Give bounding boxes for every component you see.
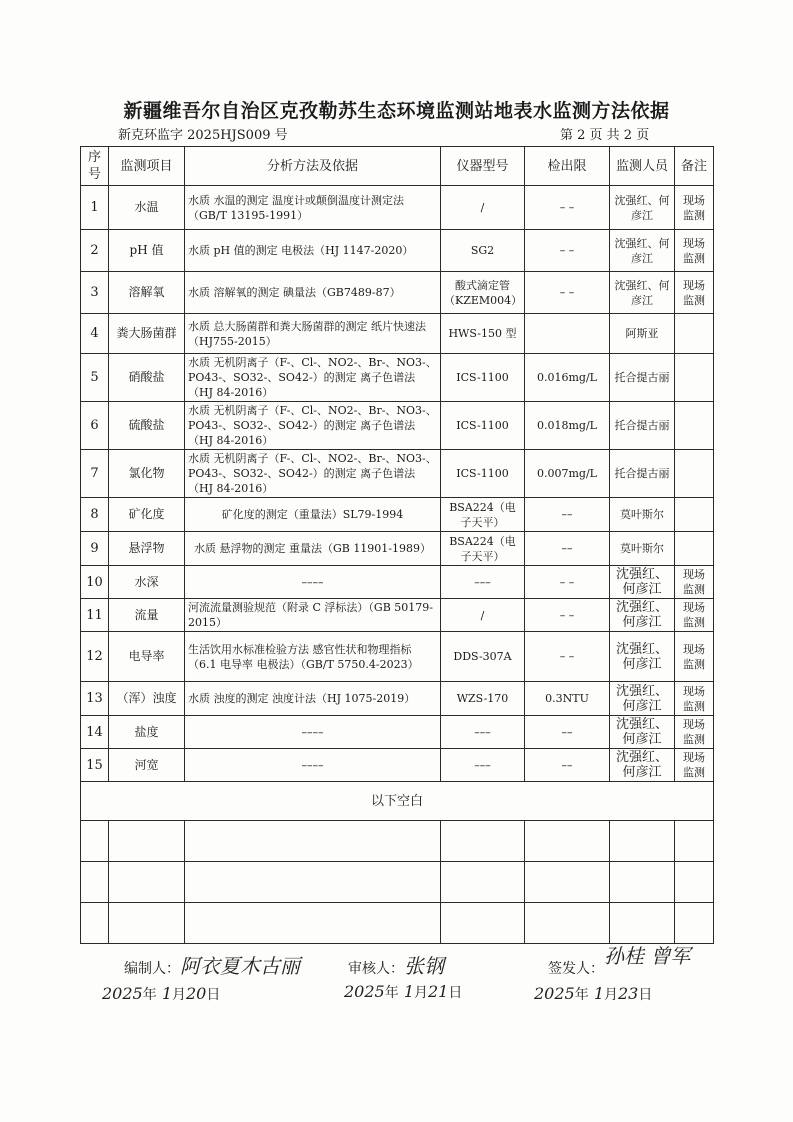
row-person: 沈强红、何彦江 <box>610 566 675 599</box>
row-seq: 11 <box>81 599 109 632</box>
column-header-seq: 序号 <box>81 147 109 186</box>
row-limit: –– <box>525 498 610 532</box>
row-item: pH 值 <box>109 230 185 272</box>
row-limit: 0.018mg/L <box>525 402 610 450</box>
table-row <box>81 450 714 498</box>
row-seq: 13 <box>81 682 109 716</box>
row-person: 沈强红、何彦江 <box>610 716 675 749</box>
blank-note: 以下空白 <box>81 782 714 821</box>
row-note <box>675 314 714 354</box>
row-note <box>675 532 714 566</box>
row-person: 沈强红、何彦江 <box>610 682 675 716</box>
row-item: 流量 <box>109 599 185 632</box>
row-person: 沈强红、何彦江 <box>610 599 675 632</box>
empty-row <box>81 903 714 944</box>
row-instrument: BSA224（电子天平） <box>441 532 525 566</box>
row-person: 莫叶斯尔 <box>610 498 675 532</box>
table-row <box>81 402 714 450</box>
row-instrument: 酸式滴定管（KZEM004） <box>441 272 525 314</box>
editor-signature: 阿衣夏木古丽 <box>180 954 300 978</box>
row-limit: – – <box>525 272 610 314</box>
row-method: –––– <box>185 566 441 599</box>
row-seq: 7 <box>81 450 109 498</box>
row-limit: 0.3NTU <box>525 682 610 716</box>
table-row <box>81 498 714 532</box>
row-instrument: SG2 <box>441 230 525 272</box>
document-title: 新疆维吾尔自治区克孜勒苏生态环境监测站地表水监测方法依据 <box>123 100 670 122</box>
row-method: 水质 无机阴离子（F-、Cl-、NO2-、Br-、NO3-、PO43-、SO32-、SO42-）的测定 离子色谱法（HJ 84-2016） <box>185 354 441 402</box>
row-seq: 15 <box>81 749 109 782</box>
editor-label: 编制人： <box>124 961 180 977</box>
row-limit: – – <box>525 632 610 682</box>
row-method: 水质 溶解氧的测定 碘量法（GB7489-87） <box>185 272 441 314</box>
empty-row <box>81 821 714 862</box>
row-limit: – – <box>525 230 610 272</box>
row-limit: 0.007mg/L <box>525 450 610 498</box>
table-row <box>81 682 714 716</box>
row-note: 现场监测 <box>675 716 714 749</box>
monitoring-method-table <box>80 146 714 944</box>
row-item: 水温 <box>109 186 185 230</box>
row-item: 粪大肠菌群 <box>109 314 185 354</box>
row-person: 托合提古丽 <box>610 354 675 402</box>
table-row <box>81 230 714 272</box>
row-method: –––– <box>185 716 441 749</box>
row-note <box>675 402 714 450</box>
row-method: 矿化度的测定（重量法）SL79-1994 <box>185 498 441 532</box>
row-method: 水质 水温的测定 温度计或颠倒温度计测定法（GB/T 13195-1991） <box>185 186 441 230</box>
row-item: （浑）浊度 <box>109 682 185 716</box>
table-row <box>81 186 714 230</box>
row-note: 现场监测 <box>675 749 714 782</box>
row-person: 托合提古丽 <box>610 450 675 498</box>
row-limit: –– <box>525 716 610 749</box>
row-seq: 5 <box>81 354 109 402</box>
row-seq: 14 <box>81 716 109 749</box>
row-method: 河流流量测验规范（附录 C 浮标法）（GB 50179-2015） <box>185 599 441 632</box>
row-item: 硫酸盐 <box>109 402 185 450</box>
row-item: 溶解氧 <box>109 272 185 314</box>
row-method: 生活饮用水标准检验方法 感官性状和物理指标（6.1 电导率 电极法）（GB/T 5750.4-2023） <box>185 632 441 682</box>
row-note <box>675 450 714 498</box>
document-number: 新克环监字 2025HJS009 号 <box>118 128 288 143</box>
row-person: 沈强红、何彦江 <box>610 272 675 314</box>
row-item: 悬浮物 <box>109 532 185 566</box>
column-header-item: 监测项目 <box>109 147 185 186</box>
row-item: 氯化物 <box>109 450 185 498</box>
table-row <box>81 749 714 782</box>
row-item: 水深 <box>109 566 185 599</box>
row-person: 托合提古丽 <box>610 402 675 450</box>
row-note: 现场监测 <box>675 230 714 272</box>
row-item: 硝酸盐 <box>109 354 185 402</box>
row-method: –––– <box>185 749 441 782</box>
table-header-row <box>81 147 714 186</box>
row-instrument: ICS-1100 <box>441 402 525 450</box>
row-seq: 9 <box>81 532 109 566</box>
row-item: 电导率 <box>109 632 185 682</box>
row-note: 现场监测 <box>675 186 714 230</box>
issuer-date: 2025年 1月23日 <box>534 984 653 1003</box>
row-instrument: HWS-150 型 <box>441 314 525 354</box>
row-person: 沈强红、何彦江 <box>610 186 675 230</box>
table-row <box>81 566 714 599</box>
row-person: 莫叶斯尔 <box>610 532 675 566</box>
column-header-limit: 检出限 <box>525 147 610 186</box>
row-limit: –– <box>525 749 610 782</box>
row-instrument: ––– <box>441 566 525 599</box>
row-method: 水质 无机阴离子（F-、Cl-、NO2-、Br-、NO3-、PO43-、SO32-、SO42-）的测定 离子色谱法（HJ 84-2016） <box>185 450 441 498</box>
column-header-method: 分析方法及依据 <box>185 147 441 186</box>
reviewer-label: 审核人： <box>348 961 404 977</box>
row-method: 水质 pH 值的测定 电极法（HJ 1147-2020） <box>185 230 441 272</box>
table-row <box>81 314 714 354</box>
row-item: 盐度 <box>109 716 185 749</box>
row-method: 水质 无机阴离子（F-、Cl-、NO2-、Br-、NO3-、PO43-、SO32-、SO42-）的测定 离子色谱法（HJ 84-2016） <box>185 402 441 450</box>
row-seq: 3 <box>81 272 109 314</box>
row-note: 现场监测 <box>675 632 714 682</box>
table-row <box>81 716 714 749</box>
empty-row <box>81 862 714 903</box>
row-item: 河宽 <box>109 749 185 782</box>
row-seq: 4 <box>81 314 109 354</box>
row-method: 水质 总大肠菌群和粪大肠菌群的测定 纸片快速法（HJ755-2015） <box>185 314 441 354</box>
row-seq: 10 <box>81 566 109 599</box>
row-note: 现场监测 <box>675 566 714 599</box>
row-note: 现场监测 <box>675 682 714 716</box>
row-instrument: ICS-1100 <box>441 450 525 498</box>
column-header-instrument: 仪器型号 <box>441 147 525 186</box>
row-person: 沈强红、何彦江 <box>610 632 675 682</box>
issuer-label: 签发人： <box>548 961 604 977</box>
row-instrument: ––– <box>441 716 525 749</box>
row-method: 水质 浊度的测定 浊度计法（HJ 1075-2019） <box>185 682 441 716</box>
row-person: 沈强红、何彦江 <box>610 749 675 782</box>
row-limit: – – <box>525 566 610 599</box>
row-instrument: BSA224（电子天平） <box>441 498 525 532</box>
page-info: 第 2 页 共 2 页 <box>560 128 650 143</box>
row-instrument: / <box>441 186 525 230</box>
row-method: 水质 悬浮物的测定 重量法（GB 11901-1989） <box>185 532 441 566</box>
row-seq: 6 <box>81 402 109 450</box>
row-note: 现场监测 <box>675 272 714 314</box>
reviewer-signature: 张钢 <box>404 954 444 978</box>
table-row <box>81 272 714 314</box>
table-row <box>81 354 714 402</box>
row-note <box>675 498 714 532</box>
row-instrument: DDS-307A <box>441 632 525 682</box>
row-instrument: WZS-170 <box>441 682 525 716</box>
row-instrument: / <box>441 599 525 632</box>
column-header-note: 备注 <box>675 147 714 186</box>
row-person: 阿斯亚 <box>610 314 675 354</box>
editor-date: 2025年 1月20日 <box>102 984 221 1003</box>
row-limit: –– <box>525 532 610 566</box>
column-header-person: 监测人员 <box>610 147 675 186</box>
blank-note-row <box>81 782 714 821</box>
row-seq: 12 <box>81 632 109 682</box>
table-row <box>81 632 714 682</box>
table-row <box>81 532 714 566</box>
row-note <box>675 354 714 402</box>
row-instrument: ––– <box>441 749 525 782</box>
row-limit: – – <box>525 186 610 230</box>
row-limit: – – <box>525 599 610 632</box>
row-seq: 1 <box>81 186 109 230</box>
row-person: 沈强红、何彦江 <box>610 230 675 272</box>
row-seq: 8 <box>81 498 109 532</box>
row-instrument: ICS-1100 <box>441 354 525 402</box>
row-seq: 2 <box>81 230 109 272</box>
row-note: 现场监测 <box>675 599 714 632</box>
reviewer-date: 2025年 1月21日 <box>344 982 463 1001</box>
issuer-signature: 孙桂 曾军 <box>604 944 691 968</box>
row-limit <box>525 314 610 354</box>
row-limit: 0.016mg/L <box>525 354 610 402</box>
row-item: 矿化度 <box>109 498 185 532</box>
table-row <box>81 599 714 632</box>
